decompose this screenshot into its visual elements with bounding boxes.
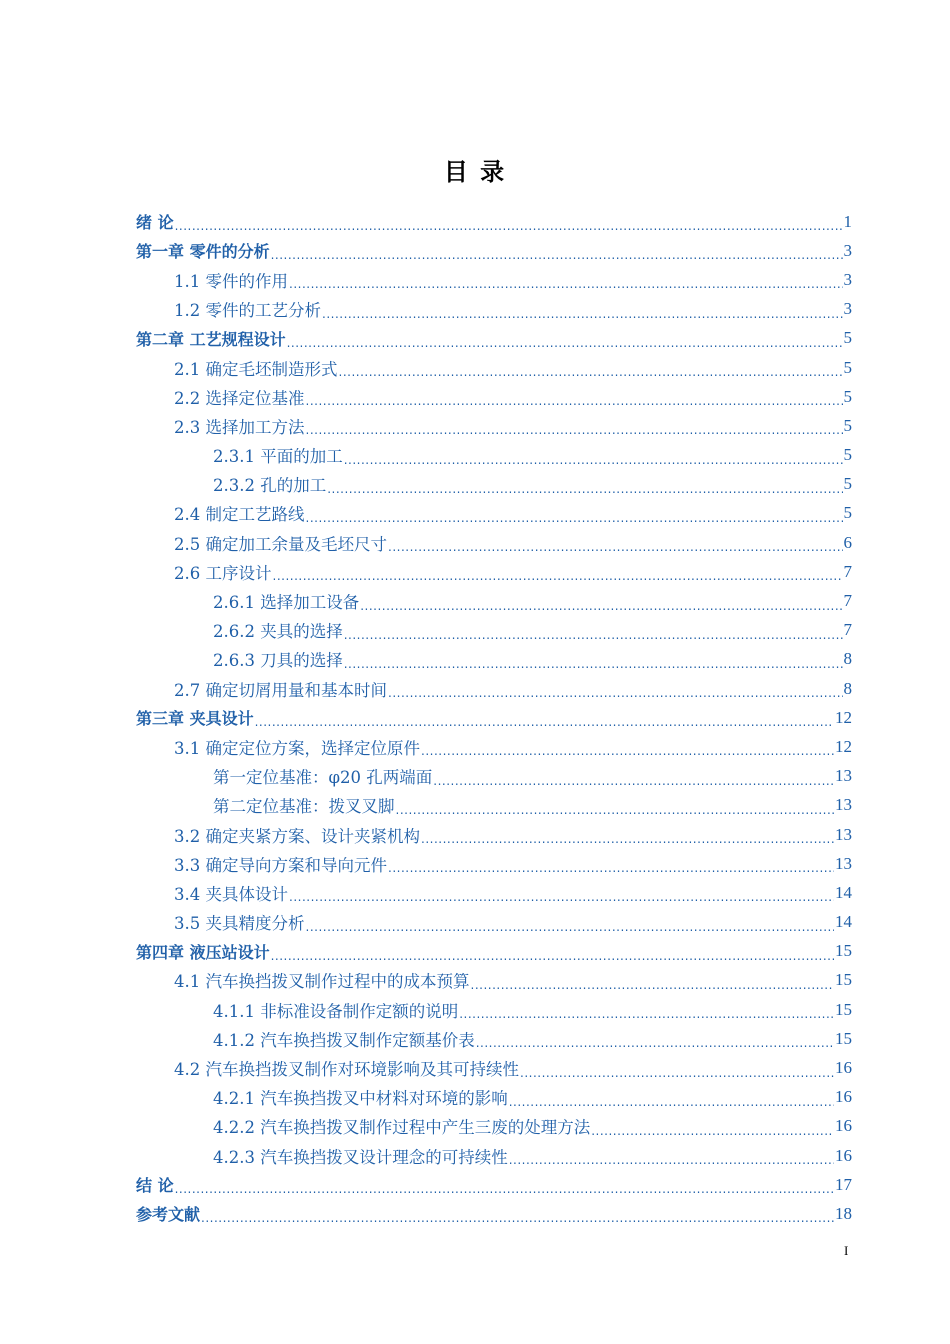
toc-entry-page: 5: [843, 415, 852, 435]
toc-dot-leader: [421, 740, 834, 759]
toc-entry-page: 7: [843, 620, 852, 640]
toc-entry-label: 2.2 选择定位基准: [174, 388, 305, 408]
toc-entry-label: 第四章 液压站设计: [136, 942, 270, 962]
footer-page-number: I: [844, 1243, 849, 1258]
toc-entry-page: 3: [843, 299, 852, 319]
toc-entry-label: 2.1 确定毛坯制造形式: [174, 359, 338, 379]
toc-dot-leader: [327, 478, 842, 497]
toc-entry-page: 15: [835, 999, 852, 1019]
toc-dot-leader: [273, 565, 843, 584]
toc-dot-leader: [201, 1207, 834, 1226]
toc-entry-page: 13: [835, 824, 852, 844]
toc-dot-leader: [255, 711, 834, 730]
toc-entry-page: 16: [835, 1116, 852, 1136]
toc-entry-label: 4.1.2 汽车换挡拨叉制作定额基价表: [213, 1030, 475, 1050]
toc-entry[interactable]: [136, 645, 852, 674]
toc-entry-label: 4.2.1 汽车换挡拨叉中材料对环境的影响: [213, 1089, 508, 1109]
toc-entry-page: 12: [835, 736, 852, 756]
toc-entry[interactable]: [136, 849, 852, 878]
toc-entry-label: 2.3.1 平面的加工: [213, 447, 343, 467]
toc-entry[interactable]: [136, 674, 852, 703]
toc-entry-label: 3.2 确定夹紧方案、设计夹紧机构: [174, 826, 420, 846]
toc-dot-leader: [388, 536, 843, 555]
toc-entry-label: 第二章 工艺规程设计: [136, 329, 286, 349]
toc-entry-label: 2.6.2 夹具的选择: [213, 622, 343, 642]
toc-entry[interactable]: [136, 441, 852, 470]
toc-entry-page: 13: [835, 853, 852, 873]
toc-entry-page: 5: [843, 445, 852, 465]
toc-dot-leader: [271, 945, 834, 964]
toc-dot-leader: [289, 886, 834, 905]
toc-entry-page: 5: [843, 386, 852, 406]
toc-entry[interactable]: [136, 616, 852, 645]
toc-entry-label: 4.2.3 汽车换挡拨叉设计理念的可持续性: [213, 1147, 508, 1167]
toc-dot-leader: [471, 974, 835, 993]
toc-entry[interactable]: [136, 937, 852, 966]
toc-entry-page: 3: [843, 240, 852, 260]
toc-entry-page: 13: [835, 795, 852, 815]
toc-entry-label: 第一章 零件的分析: [136, 242, 270, 262]
toc-entry-label: 2.6.3 刀具的选择: [213, 651, 343, 671]
toc-dot-leader: [271, 244, 843, 263]
toc-dot-leader: [322, 303, 843, 322]
toc-entry[interactable]: [136, 1083, 852, 1112]
toc-dot-leader: [306, 507, 843, 526]
toc-dot-leader: [289, 273, 843, 292]
table-of-contents: [136, 207, 852, 1229]
toc-entry[interactable]: [136, 1112, 852, 1141]
toc-dot-leader: [344, 449, 843, 468]
toc-entry-page: 6: [843, 532, 852, 552]
toc-entry-page: 5: [843, 474, 852, 494]
toc-entry-page: 5: [843, 328, 852, 348]
toc-dot-leader: [509, 1149, 834, 1168]
toc-entry[interactable]: [136, 762, 852, 791]
toc-entry-page: 14: [835, 882, 852, 902]
toc-entry-label: 第一定位基准：φ20 孔两端面: [213, 768, 433, 788]
toc-dot-leader: [175, 215, 843, 234]
toc-dot-leader: [433, 770, 834, 789]
toc-entry-page: 8: [843, 649, 852, 669]
toc-entry[interactable]: [136, 878, 852, 907]
toc-entry-label: 2.3.2 孔的加工: [213, 476, 327, 496]
toc-dot-leader: [175, 1178, 834, 1197]
toc-entry[interactable]: [136, 265, 852, 294]
toc-entry-label: 2.3 选择加工方法: [174, 417, 305, 437]
toc-entry-label: 2.5 确定加工余量及毛坯尺寸: [174, 534, 387, 554]
toc-entry[interactable]: [136, 1053, 852, 1082]
toc-dot-leader: [306, 390, 843, 409]
toc-entry-page: 12: [835, 707, 852, 727]
toc-entry-label: 4.2.2 汽车换挡拨叉制作过程中产生三废的处理方法: [213, 1118, 591, 1138]
toc-entry-label: 3.1 确定定位方案，选择定位原件: [174, 738, 420, 758]
toc-entry-label: 结 论: [136, 1176, 174, 1196]
toc-dot-leader: [396, 799, 835, 818]
toc-entry-label: 3.5 夹具精度分析: [174, 914, 305, 934]
toc-entry[interactable]: [136, 1141, 852, 1170]
toc-entry-page: 1: [843, 211, 852, 231]
toc-entry[interactable]: [136, 995, 852, 1024]
toc-entry-page: 16: [835, 1145, 852, 1165]
toc-entry-page: 7: [843, 561, 852, 581]
toc-entry-page: 17: [835, 1174, 852, 1194]
toc-dot-leader: [344, 653, 843, 672]
toc-entry-label: 1.1 零件的作用: [174, 271, 288, 291]
toc-dot-leader: [388, 682, 843, 701]
toc-dot-leader: [344, 624, 843, 643]
toc-dot-leader: [591, 1120, 834, 1139]
toc-entry-page: 16: [835, 1058, 852, 1078]
toc-entry-label: 4.1.1 非标准设备制作定额的说明: [213, 1001, 459, 1021]
toc-entry-page: 3: [843, 269, 852, 289]
toc-dot-leader: [509, 1091, 834, 1110]
toc-entry-label: 1.2 零件的工艺分析: [174, 301, 321, 321]
toc-entry[interactable]: [136, 295, 852, 324]
toc-entry[interactable]: [136, 411, 852, 440]
toc-dot-leader: [459, 1003, 834, 1022]
toc-entry-label: 4.2 汽车换挡拨叉制作对环境影响及其可持续性: [174, 1060, 519, 1080]
toc-entry-page: 5: [843, 503, 852, 523]
toc-entry[interactable]: [136, 703, 852, 732]
toc-entry-label: 参考文献: [136, 1205, 201, 1225]
toc-entry-label: 2.4 制定工艺路线: [174, 505, 305, 525]
toc-entry-page: 7: [843, 591, 852, 611]
toc-dot-leader: [421, 828, 834, 847]
toc-dot-leader: [476, 1032, 834, 1051]
toc-entry-page: 14: [835, 912, 852, 932]
toc-entry[interactable]: [136, 499, 852, 528]
toc-entry-page: 15: [835, 1028, 852, 1048]
toc-entry[interactable]: [136, 207, 852, 236]
toc-entry[interactable]: [136, 820, 852, 849]
toc-dot-leader: [287, 332, 843, 351]
toc-entry-label: 第三章 夹具设计: [136, 709, 254, 729]
toc-dot-leader: [388, 857, 834, 876]
toc-entry[interactable]: [136, 732, 852, 761]
toc-entry[interactable]: [136, 382, 852, 411]
toc-entry-label: 2.6 工序设计: [174, 563, 272, 583]
toc-entry[interactable]: [136, 1024, 852, 1053]
toc-entry-label: 3.3 确定导向方案和导向元件: [174, 855, 387, 875]
toc-entry-label: 绪 论: [136, 213, 174, 233]
toc-entry-page: 15: [835, 941, 852, 961]
toc-entry[interactable]: [136, 557, 852, 586]
toc-entry[interactable]: [136, 470, 852, 499]
toc-entry-page: 8: [843, 678, 852, 698]
toc-dot-leader: [339, 361, 843, 380]
toc-entry-page: 16: [835, 1087, 852, 1107]
toc-entry-label: 4.1 汽车换挡拨叉制作过程中的成本预算: [174, 972, 470, 992]
toc-entry-page: 5: [843, 357, 852, 377]
toc-dot-leader: [306, 916, 835, 935]
toc-entry[interactable]: [136, 528, 852, 557]
toc-entry[interactable]: [136, 791, 852, 820]
toc-entry[interactable]: [136, 236, 852, 265]
toc-entry-label: 第二定位基准：拨叉叉脚: [213, 797, 395, 817]
toc-entry[interactable]: [136, 586, 852, 615]
toc-entry[interactable]: [136, 324, 852, 353]
toc-entry-page: 15: [835, 970, 852, 990]
toc-entry[interactable]: [136, 966, 852, 995]
toc-entry[interactable]: [136, 353, 852, 382]
toc-dot-leader: [520, 1062, 834, 1081]
toc-dot-leader: [360, 595, 842, 614]
toc-dot-leader: [306, 419, 843, 438]
toc-entry-page: 18: [835, 1203, 852, 1223]
page-title: 目 录: [443, 158, 507, 186]
toc-entry-label: 2.6.1 选择加工设备: [213, 593, 360, 613]
toc-entry[interactable]: [136, 908, 852, 937]
toc-entry-page: 13: [835, 766, 852, 786]
toc-entry-label: 3.4 夹具体设计: [174, 884, 288, 904]
toc-entry[interactable]: [136, 1170, 852, 1199]
toc-entry-label: 2.7 确定切屑用量和基本时间: [174, 680, 387, 700]
toc-entry[interactable]: [136, 1199, 852, 1228]
